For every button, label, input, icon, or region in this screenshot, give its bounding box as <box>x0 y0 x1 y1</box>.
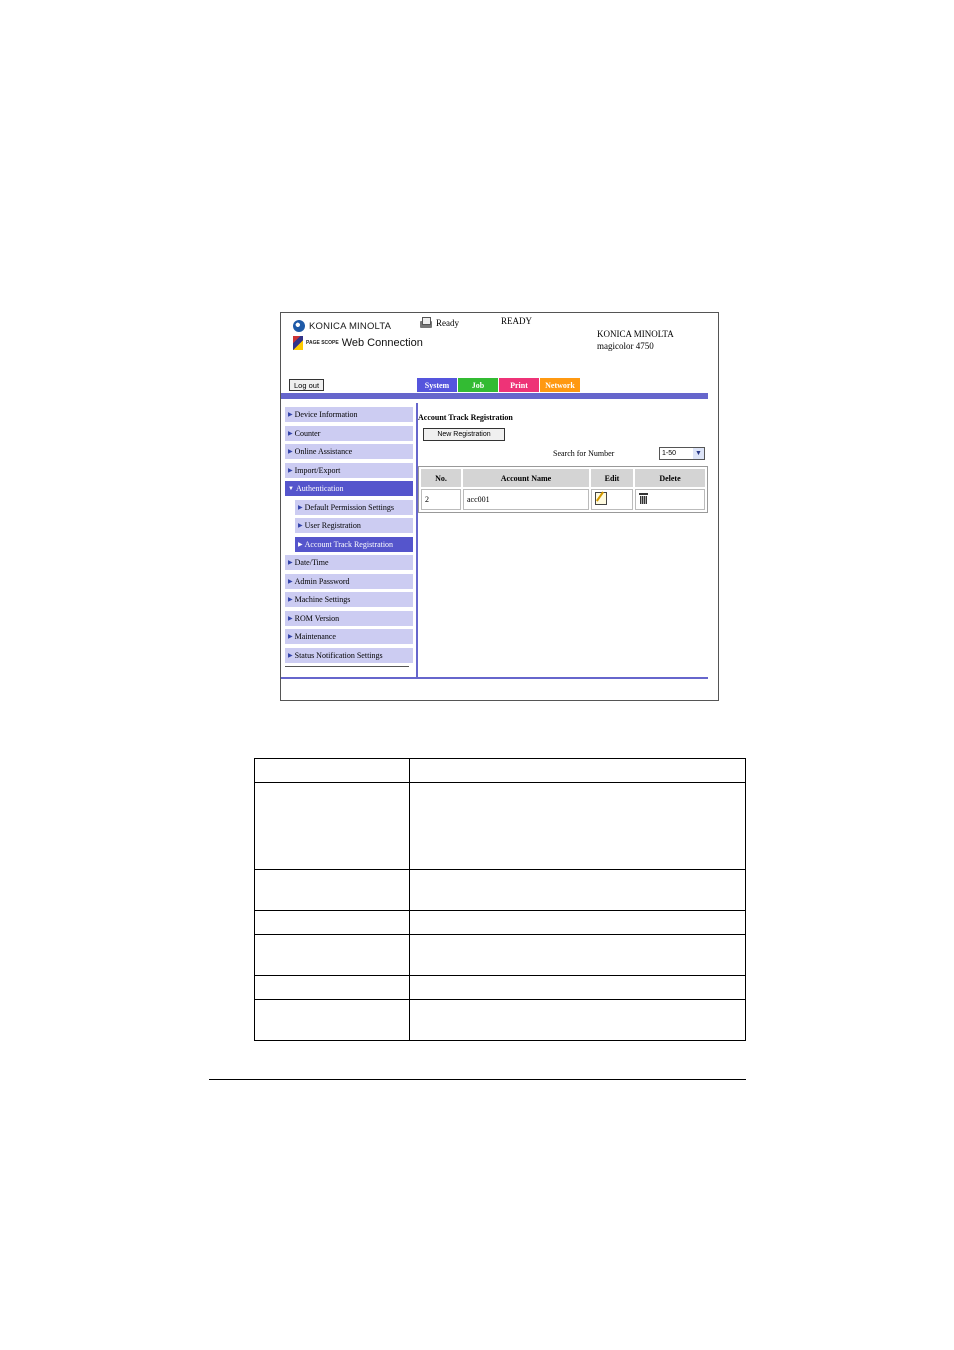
arrow-right-icon: ▶ <box>288 597 293 603</box>
model-name: magicolor 4750 <box>597 341 654 351</box>
arrow-right-icon: ▶ <box>288 634 293 640</box>
search-label: Search for Number <box>553 449 615 458</box>
sidebar <box>285 407 413 667</box>
sidebar-item-rom-version[interactable]: ▶ ROM Version <box>285 611 413 626</box>
tab-network[interactable]: Network <box>540 378 580 392</box>
sidebar-item-default-permission-settings[interactable]: ▶ Default Permission Settings <box>295 500 413 515</box>
table-header-row <box>421 469 705 487</box>
description-table <box>254 758 746 1041</box>
table-row <box>255 976 746 1000</box>
chevron-down-icon[interactable]: ▼ <box>693 448 704 459</box>
new-registration-button[interactable]: New Registration <box>423 428 505 441</box>
logout-button[interactable]: Log out <box>289 379 324 391</box>
sidebar-item-counter[interactable]: ▶ Counter <box>285 426 413 441</box>
model-vendor: KONICA MINOLTA <box>597 329 674 339</box>
sidebar-item-admin-password[interactable]: ▶ Admin Password <box>285 574 413 589</box>
pagescope-badge: PAGE SCOPE <box>306 339 339 346</box>
sidebar-separator <box>416 403 418 677</box>
pagescope-icon <box>293 336 303 350</box>
table-row <box>255 911 746 935</box>
sidebar-item-maintenance[interactable]: ▶ Maintenance <box>285 629 413 644</box>
sidebar-item-authentication[interactable]: ▼ Authentication <box>285 481 413 496</box>
sidebar-item-import-export[interactable]: ▶ Import/Export <box>285 463 413 478</box>
sidebar-item-date-time[interactable]: ▶ Date/Time <box>285 555 413 570</box>
page-footer-rule <box>209 1079 746 1080</box>
arrow-right-icon: ▶ <box>288 412 293 418</box>
arrow-right-icon: ▶ <box>288 652 293 659</box>
printer-icon <box>419 316 433 330</box>
search-number-value: 1-50 <box>662 450 677 457</box>
tab-system[interactable]: System <box>417 378 457 392</box>
device-status <box>419 316 459 330</box>
konica-minolta-logo: KONICA MINOLTA <box>293 319 391 333</box>
arrow-right-icon: ▶ <box>288 615 293 622</box>
column-header-no: No. <box>421 469 461 487</box>
top-tabs <box>417 378 580 392</box>
model-info <box>597 328 674 352</box>
table-row <box>255 870 746 911</box>
cell-no: 2 <box>421 489 461 510</box>
edit-icon[interactable] <box>595 492 607 505</box>
column-header-account-name: Account Name <box>463 469 589 487</box>
status-message: READY <box>501 316 532 326</box>
sidebar-item-account-track-registration[interactable]: ▶ Account Track Registration <box>295 537 413 552</box>
arrow-right-icon: ▶ <box>288 449 293 455</box>
sidebar-divider <box>285 666 409 667</box>
arrow-right-icon: ▶ <box>288 578 293 585</box>
status-short: Ready <box>436 318 459 328</box>
cell-account-name: acc001 <box>463 489 589 510</box>
arrow-right-icon: ▶ <box>298 504 303 511</box>
tab-job[interactable]: Job <box>458 378 498 392</box>
account-table <box>418 466 708 513</box>
column-header-edit: Edit <box>591 469 633 487</box>
arrow-right-icon: ▶ <box>298 541 303 548</box>
screenshot-frame <box>280 312 719 701</box>
arrow-down-icon: ▼ <box>288 485 294 492</box>
app-name: Web Connection <box>341 337 423 349</box>
arrow-right-icon: ▶ <box>288 430 293 437</box>
column-header-delete: Delete <box>635 469 705 487</box>
sidebar-item-device-information[interactable]: ▶ Device Information <box>285 407 413 422</box>
sidebar-item-status-notification-settings[interactable]: ▶ Status Notification Settings <box>285 648 413 663</box>
footer-divider <box>281 677 708 679</box>
arrow-right-icon: ▶ <box>288 467 293 474</box>
cell-delete <box>635 489 705 510</box>
globe-icon <box>293 320 305 332</box>
trash-icon[interactable] <box>639 493 648 504</box>
web-connection-logo <box>293 336 423 350</box>
page-title: Account Track Registration <box>418 413 513 422</box>
table-row <box>255 783 746 870</box>
tab-print[interactable]: Print <box>499 378 539 392</box>
arrow-right-icon: ▶ <box>298 523 303 529</box>
sidebar-item-user-registration[interactable]: ▶ User Registration <box>295 518 413 533</box>
sidebar-item-machine-settings[interactable]: ▶ Machine Settings <box>285 592 413 607</box>
cell-edit <box>591 489 633 510</box>
search-number-select[interactable] <box>659 447 705 460</box>
table-row <box>255 759 746 783</box>
table-row <box>421 489 705 510</box>
sidebar-item-online-assistance[interactable]: ▶ Online Assistance <box>285 444 413 459</box>
table-row <box>255 935 746 976</box>
header-divider <box>281 393 708 399</box>
arrow-right-icon: ▶ <box>288 560 293 566</box>
table-row <box>255 1000 746 1041</box>
